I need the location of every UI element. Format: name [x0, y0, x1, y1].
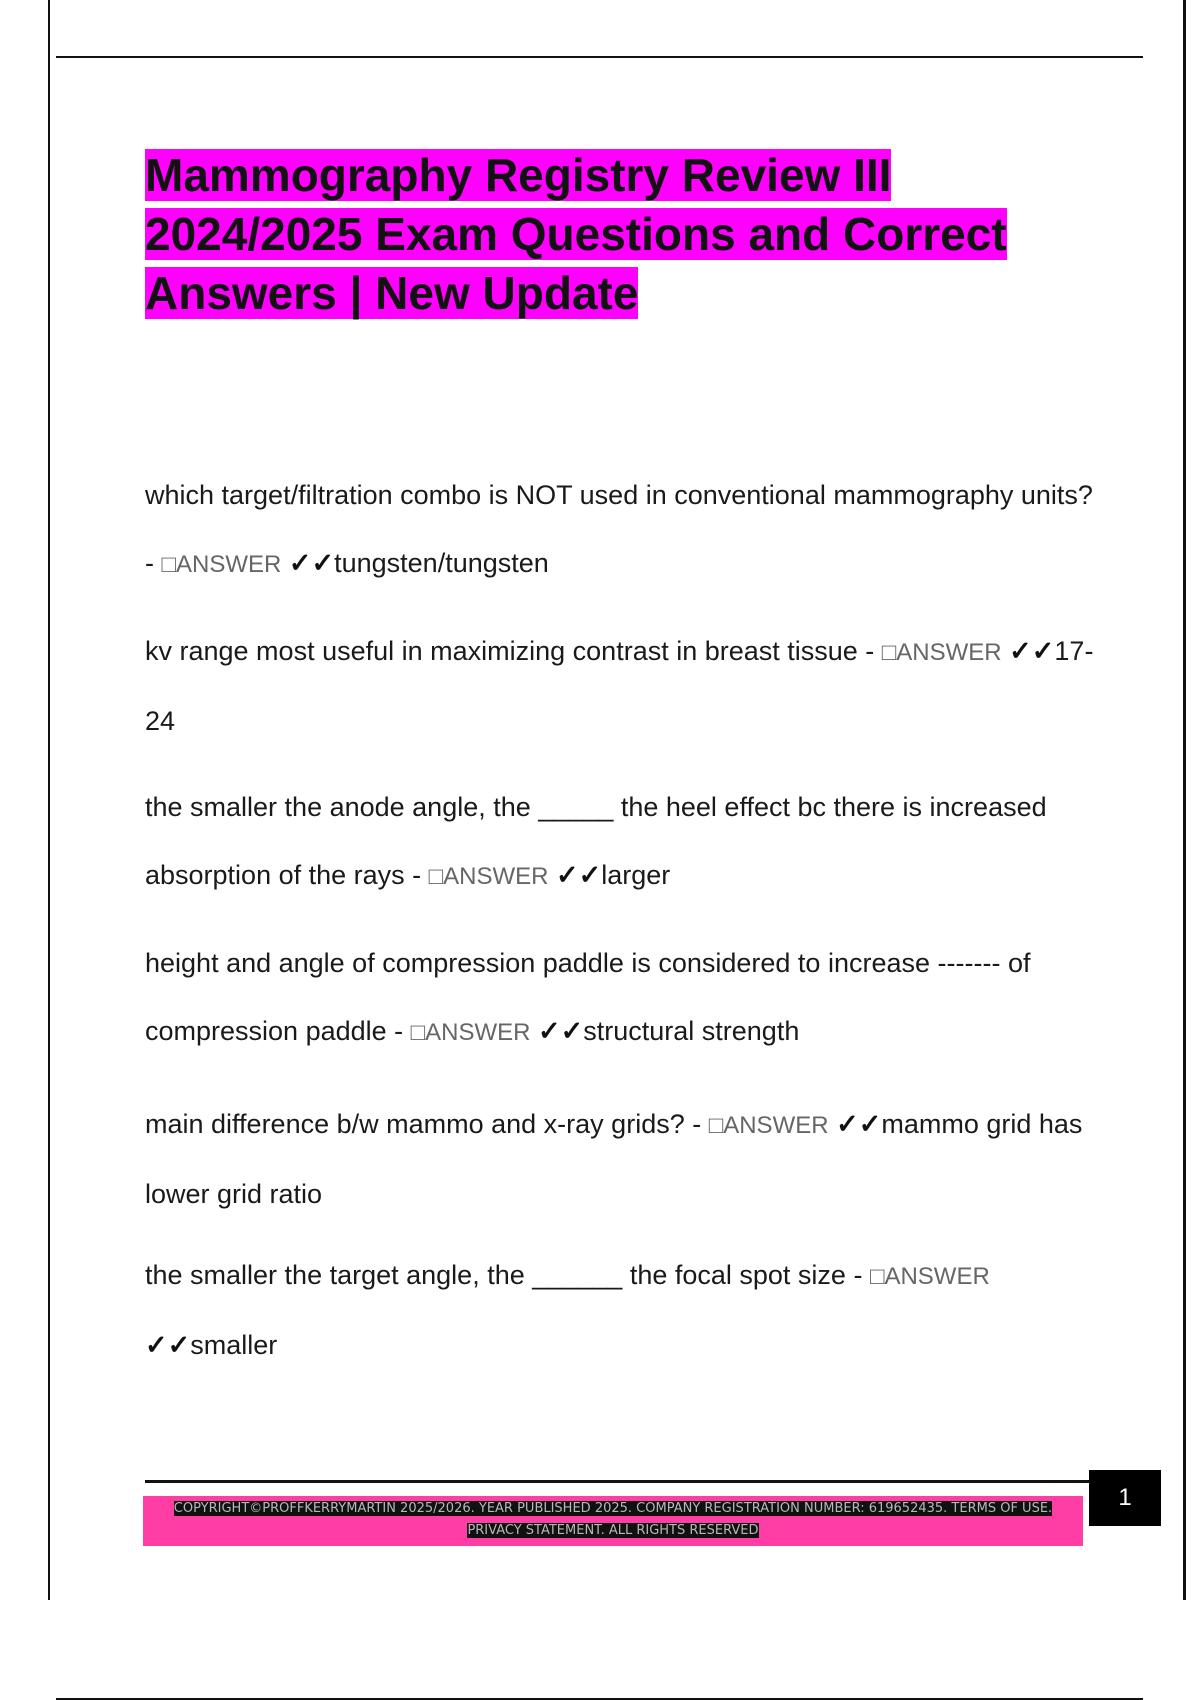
answer-marker: □ANSWER [881, 639, 1002, 666]
answer-marker: □ANSWER [869, 1263, 990, 1290]
answer-marker: □ANSWER [428, 863, 549, 890]
answer-text: structural strength [583, 1016, 800, 1046]
copyright-line-2: PRIVACY STATEMENT. ALL RIGHTS RESERVED [467, 1523, 759, 1538]
page-border-right [1183, 0, 1186, 1600]
answer-marker: □ANSWER [410, 1019, 531, 1046]
question-text: the smaller the anode angle, the _____ the heel effect bc there is increased absorption of the rays - [145, 792, 1047, 890]
title-line-3: Answers | New Update [145, 267, 639, 319]
document-title [145, 146, 1085, 323]
question-text: which target/filtration combo is NOT used in conventional mammography units? - [145, 480, 1093, 578]
question-text: kv range most useful in maximizing contrast in breast tissue - [145, 636, 882, 666]
check-icon: ✓✓ [1009, 636, 1055, 666]
title-line-1: Mammography Registry Review III [145, 149, 892, 201]
qa-item-1 [145, 461, 1105, 599]
answer-text: smaller [190, 1330, 278, 1360]
question-text: the smaller the target angle, the ______ the focal spot size - [145, 1260, 870, 1290]
answer-text: larger [601, 860, 671, 890]
qa-item-6 [145, 1241, 1105, 1379]
question-text: main difference b/w mammo and x-ray grids? - [145, 1109, 709, 1139]
answer-text: tungsten/tungsten [334, 548, 549, 578]
answer-marker: □ANSWER [708, 1112, 829, 1139]
copyright-footer [143, 1496, 1083, 1546]
title-line-2: 2024/2025 Exam Questions and Correct [145, 208, 1007, 260]
page-border-left [48, 0, 50, 1600]
answer-text: mammo grid has lower grid ratio [145, 1109, 1083, 1209]
check-icon: ✓✓ [538, 1016, 584, 1046]
check-icon: ✓✓ [836, 1109, 882, 1139]
qa-item-5 [145, 1090, 1105, 1228]
header-rule [56, 56, 1143, 58]
qa-item-4 [145, 929, 1105, 1067]
qa-item-2 [145, 617, 1105, 755]
answer-marker: □ANSWER [161, 551, 282, 578]
question-text: height and angle of compression paddle is considered to increase ------- of compression paddle - [145, 948, 1031, 1046]
check-icon: ✓✓ [288, 548, 335, 578]
qa-item-3 [145, 773, 1105, 911]
check-icon: ✓✓ [145, 1330, 191, 1360]
page-number: 1 [1089, 1470, 1161, 1526]
check-icon: ✓✓ [556, 860, 602, 890]
answer-text: 17-24 [145, 636, 1094, 736]
footer-rule [145, 1480, 1090, 1483]
copyright-line-1: COPYRIGHT©PROFFKERRYMARTIN 2025/2026. YEAR PUBLISHED 2025. COMPANY REGISTRATION NUMBER: 619652435. TERMS OF USE. [173, 1501, 1053, 1516]
